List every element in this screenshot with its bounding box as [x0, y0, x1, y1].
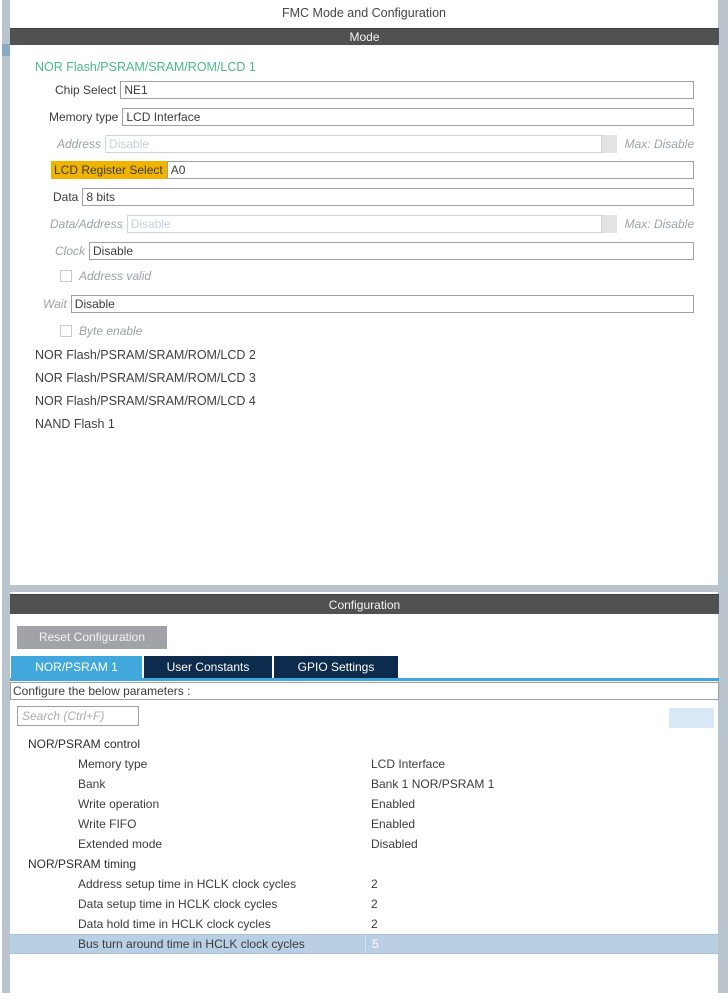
group-name: NOR/PSRAM timing	[28, 857, 137, 871]
instruction-text: Configure the below parameters :	[10, 682, 719, 700]
nand-flash-header[interactable]: NAND Flash 1	[35, 417, 115, 431]
color-swatch[interactable]	[669, 708, 714, 728]
param-row[interactable]: Write operation Enabled	[78, 797, 416, 811]
address-row	[57, 134, 694, 153]
memory-type-input[interactable]	[122, 108, 694, 126]
tab-underline	[10, 678, 719, 681]
byte-enable-checkbox[interactable]	[60, 325, 72, 337]
bank3-header[interactable]: NOR Flash/PSRAM/SRAM/ROM/LCD 3	[35, 371, 256, 385]
data-address-input	[127, 215, 602, 233]
byte-enable-row	[60, 324, 142, 338]
wait-input[interactable]	[71, 295, 694, 313]
search-input[interactable]	[17, 706, 139, 726]
left-frame-scroll-tick	[2, 44, 10, 56]
param-row[interactable]: Write FIFO Enabled	[78, 817, 416, 831]
lcd-register-select-row	[51, 160, 694, 179]
memory-type-label: Memory type	[49, 109, 119, 124]
chip-select-label: Chip Select	[55, 82, 117, 97]
parameters-table	[10, 734, 718, 954]
data-address-label: Data/Address	[50, 216, 123, 231]
wait-label: Wait	[43, 296, 67, 311]
address-valid-checkbox[interactable]	[60, 270, 72, 282]
tab-nor-psram-1[interactable]: NOR/PSRAM 1	[11, 656, 142, 678]
lcd-register-select-input[interactable]	[167, 161, 694, 179]
memory-type-row	[49, 107, 694, 126]
data-label: Data	[53, 189, 79, 204]
param-row[interactable]: Data hold time in HCLK clock cycles 2	[78, 917, 378, 931]
group-header-row[interactable]	[10, 854, 718, 874]
mode-section-header: Mode	[10, 28, 719, 45]
data-address-row	[50, 214, 694, 233]
configuration-section-header: Configuration	[10, 594, 719, 614]
param-row[interactable]: Extended mode Disabled	[78, 837, 418, 851]
byte-enable-label: Byte enable	[79, 324, 143, 338]
address-stepper	[602, 135, 617, 153]
param-row[interactable]: Data setup time in HCLK clock cycles 2	[78, 897, 378, 911]
chip-select-row	[55, 80, 694, 99]
param-row[interactable]: Memory type LCD Interface	[78, 757, 446, 771]
lcd-register-select-label: LCD Register Select	[51, 161, 167, 179]
param-row[interactable]: Bank Bank 1 NOR/PSRAM 1	[78, 777, 495, 791]
address-input	[105, 135, 602, 153]
page-title: FMC Mode and Configuration	[282, 6, 446, 20]
address-valid-row	[60, 269, 151, 283]
wait-row	[43, 294, 694, 313]
data-input[interactable]	[82, 188, 694, 206]
tab-user-constants[interactable]: User Constants	[144, 656, 272, 678]
address-valid-label: Address valid	[79, 269, 152, 283]
bank2-header[interactable]: NOR Flash/PSRAM/SRAM/ROM/LCD 2	[35, 348, 256, 362]
tab-gpio-settings[interactable]: GPIO Settings	[274, 656, 398, 678]
panel-divider[interactable]	[2, 585, 728, 592]
reset-configuration-button[interactable]: Reset Configuration	[17, 626, 167, 649]
param-row[interactable]: Address setup time in HCLK clock cycles 2	[78, 877, 378, 891]
group-name: NOR/PSRAM control	[28, 737, 141, 751]
group-header-row[interactable]	[10, 734, 718, 754]
data-address-max-label: Max: Disable	[624, 216, 694, 231]
right-frame-strip	[718, 0, 728, 993]
param-row-selected[interactable]: Bus turn around time in HCLK clock cycles 5	[10, 934, 718, 954]
address-label: Address	[57, 136, 102, 151]
clock-label: Clock	[55, 243, 86, 258]
left-frame-strip	[2, 0, 10, 993]
clock-input[interactable]	[89, 242, 694, 260]
address-max-label: Max: Disable	[624, 136, 694, 151]
bank4-header[interactable]: NOR Flash/PSRAM/SRAM/ROM/LCD 4	[35, 394, 256, 408]
data-row	[53, 187, 694, 206]
clock-row	[55, 241, 694, 260]
chip-select-input[interactable]	[120, 81, 694, 99]
data-address-stepper	[602, 215, 617, 233]
bank1-header[interactable]: NOR Flash/PSRAM/SRAM/ROM/LCD 1	[35, 60, 256, 74]
